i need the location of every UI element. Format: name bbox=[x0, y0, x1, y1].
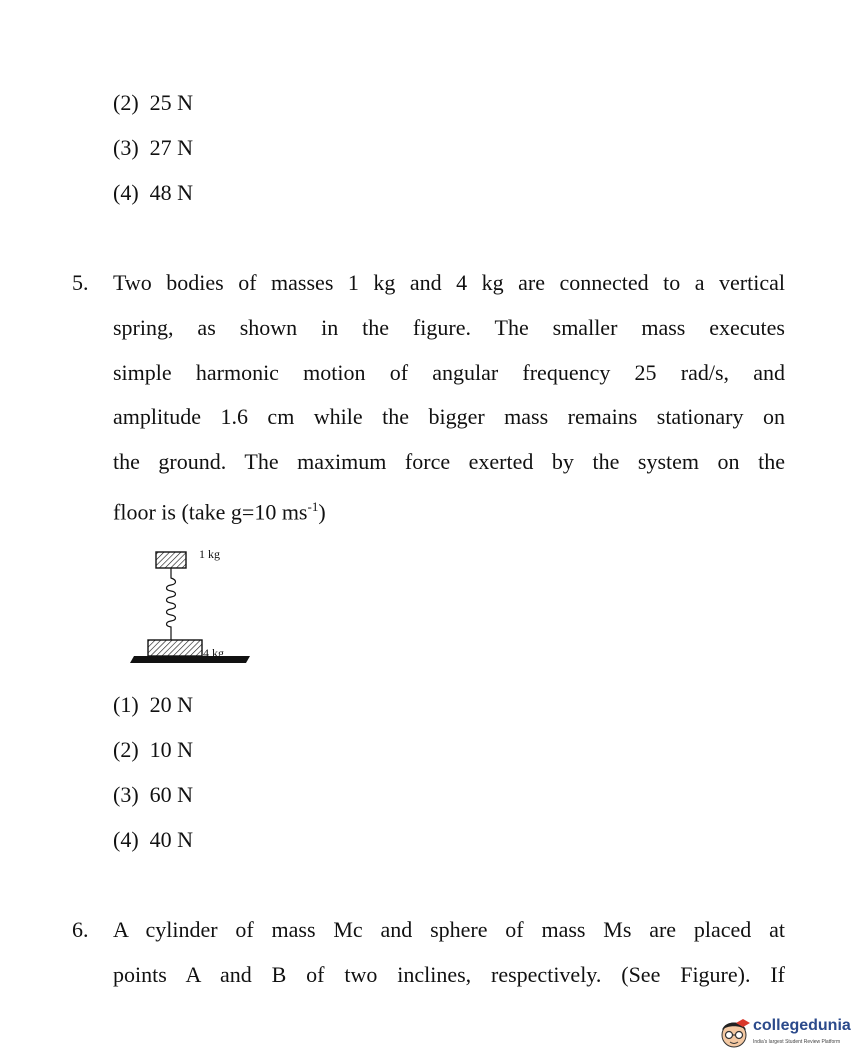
mascot-icon bbox=[717, 1016, 751, 1050]
question-5-line-3: simple harmonic motion of angular frequency 25 rad/s, and bbox=[113, 360, 785, 385]
bottom-mass-block bbox=[148, 640, 202, 656]
question-5-number: 5. bbox=[72, 270, 89, 295]
question-6-line-1: A cylinder of mass Mc and sphere of mass Ms are placed at bbox=[113, 917, 785, 942]
question-5-line-2: spring, as shown in the figure. The smaller mass executes bbox=[113, 315, 785, 340]
q5-option-3: (3) 60 N bbox=[113, 782, 194, 807]
question-6-line-2: points A and B of two inclines, respectively. (See Figure). If bbox=[113, 962, 785, 987]
top-mass-block bbox=[156, 552, 186, 568]
brand-name: collegedunia bbox=[753, 1017, 851, 1034]
q5-option-4: (4) 40 N bbox=[113, 827, 194, 852]
ground bbox=[130, 656, 250, 663]
question-5-line-4: amplitude 1.6 cm while the bigger mass remains stationary on bbox=[113, 404, 785, 429]
prev-option-3: (3) 27 N bbox=[113, 135, 194, 160]
q5-option-2: (2) 10 N bbox=[113, 737, 194, 762]
q5-option-1: (1) 20 N bbox=[113, 692, 194, 717]
spring-coil bbox=[167, 568, 176, 640]
question-5-line-1: Two bodies of masses 1 kg and 4 kg are connected to a vertical bbox=[113, 270, 785, 295]
question-5-line-5: the ground. The maximum force exerted by the system on the bbox=[113, 449, 785, 474]
collegedunia-watermark bbox=[717, 1013, 857, 1053]
question-5-line-6: floor is (take g=10 $ms^{-1}$) bbox=[113, 499, 326, 525]
bottom-mass-label: 4 kg bbox=[203, 646, 224, 660]
top-mass-label: 1 kg bbox=[199, 547, 220, 561]
prev-option-4: (4) 48 N bbox=[113, 180, 194, 205]
brand-tagline: India's largest Student Review Platform bbox=[753, 1039, 841, 1045]
prev-option-2: (2) 25 N bbox=[113, 90, 194, 115]
spring-mass-figure bbox=[130, 546, 250, 671]
question-6-number: 6. bbox=[72, 917, 89, 942]
